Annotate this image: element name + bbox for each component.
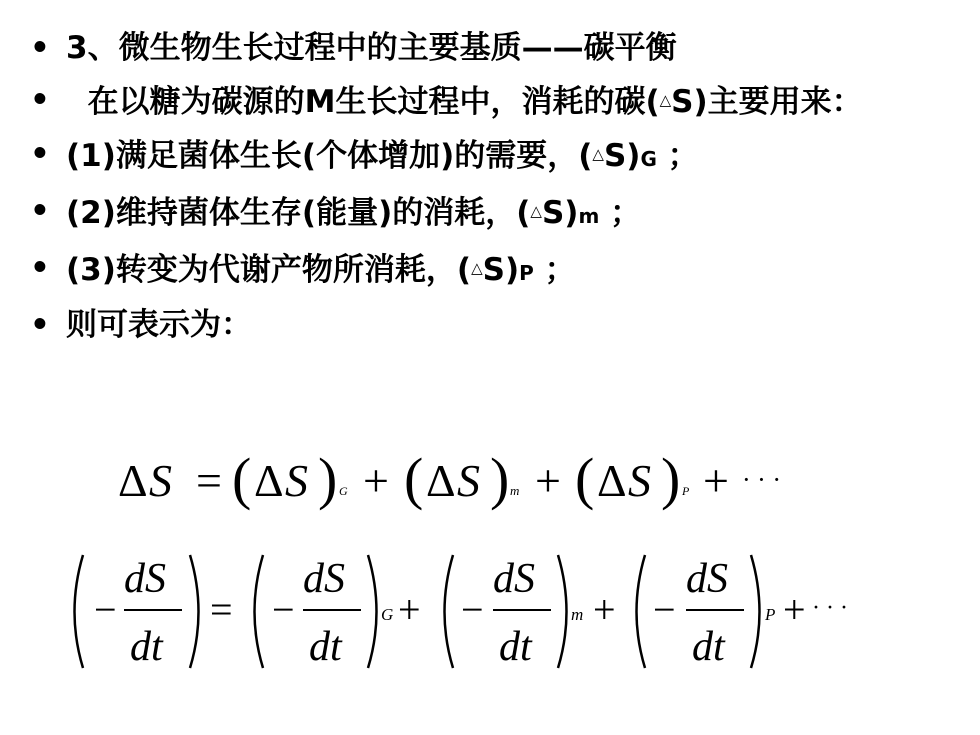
denominator-dt: dt: [499, 624, 532, 670]
bullet-text: (2)维持菌体生存(能量)的消耗，(△S)m ；: [66, 195, 642, 231]
delta: Δ: [254, 455, 284, 506]
equals: =: [196, 455, 222, 506]
left-paren: [445, 555, 454, 668]
delta-symbol: △: [530, 202, 542, 220]
minus: −: [94, 587, 117, 632]
formula-rate: [75, 555, 848, 670]
bullet-dot: •: [30, 30, 50, 66]
subscript-m: m: [510, 483, 520, 498]
bullet-dot: •: [30, 307, 50, 343]
plus: +: [535, 455, 561, 506]
plus: +: [363, 455, 389, 506]
close-paren: ): [318, 446, 338, 511]
delta: Δ: [426, 455, 456, 506]
right-paren: [368, 555, 377, 668]
numerator-ds: dS: [303, 556, 345, 602]
denominator-dt: dt: [309, 624, 342, 670]
open-paren: (: [404, 446, 424, 511]
subscript: G: [640, 147, 657, 171]
right-paren: [751, 555, 760, 668]
delta-symbol: △: [471, 259, 483, 277]
plus: +: [783, 587, 806, 632]
delta-symbol: △: [592, 145, 604, 163]
numerator-ds: dS: [493, 556, 535, 602]
delta: Δ: [118, 455, 148, 506]
bullet-text: (3)转变为代谢产物所消耗，(△S)P ；: [66, 252, 576, 288]
bullet-text: 则可表示为：: [66, 307, 252, 343]
denominator-dt: dt: [130, 624, 163, 670]
bullet-text: 3、微生物生长过程中的主要基质——碳平衡: [66, 30, 677, 66]
subscript-g: G: [339, 484, 348, 498]
plus: +: [398, 587, 421, 632]
bullet-dot: •: [30, 82, 50, 118]
plus: +: [703, 455, 729, 506]
left-paren: [75, 555, 84, 668]
subscript-p: P: [682, 484, 690, 498]
formula-total-consumption: [118, 446, 781, 511]
variable-s: S: [285, 455, 308, 506]
left-paren: [255, 555, 264, 668]
minus: −: [272, 587, 295, 632]
variable-s: S: [149, 455, 172, 506]
numerator-ds: dS: [124, 556, 166, 602]
ellipsis: · · ·: [742, 465, 781, 494]
subscript: m: [578, 204, 600, 228]
equals: =: [210, 587, 233, 632]
right-paren: [190, 555, 199, 668]
minus: −: [461, 587, 484, 632]
variable-s: S: [457, 455, 480, 506]
minus: −: [653, 587, 676, 632]
bullet-dot: •: [30, 136, 50, 172]
plus: +: [593, 587, 616, 632]
bullet-text: (1)满足菌体生长(个体增加)的需要，(△S)G ；: [66, 138, 699, 174]
delta-symbol: △: [659, 91, 672, 109]
subscript-p: P: [765, 605, 776, 624]
subscript-g: G: [381, 605, 394, 624]
bullet-text: 在以糖为碳源的M生长过程中，消耗的碳(△S)主要用来：: [66, 84, 863, 120]
numerator-ds: dS: [686, 556, 728, 602]
open-paren: (: [575, 446, 595, 511]
variable-s: S: [628, 455, 651, 506]
denominator-dt: dt: [692, 624, 725, 670]
subscript-m: m: [571, 605, 584, 624]
close-paren: ): [661, 446, 681, 511]
subscript: P: [519, 261, 534, 285]
open-paren: (: [232, 446, 252, 511]
bullet-dot: •: [30, 193, 50, 229]
right-paren: [558, 555, 567, 668]
left-paren: [637, 555, 646, 668]
close-paren: ): [490, 446, 510, 511]
bullet-dot: •: [30, 250, 50, 286]
delta: Δ: [597, 455, 627, 506]
ellipsis: · · ·: [812, 595, 848, 621]
